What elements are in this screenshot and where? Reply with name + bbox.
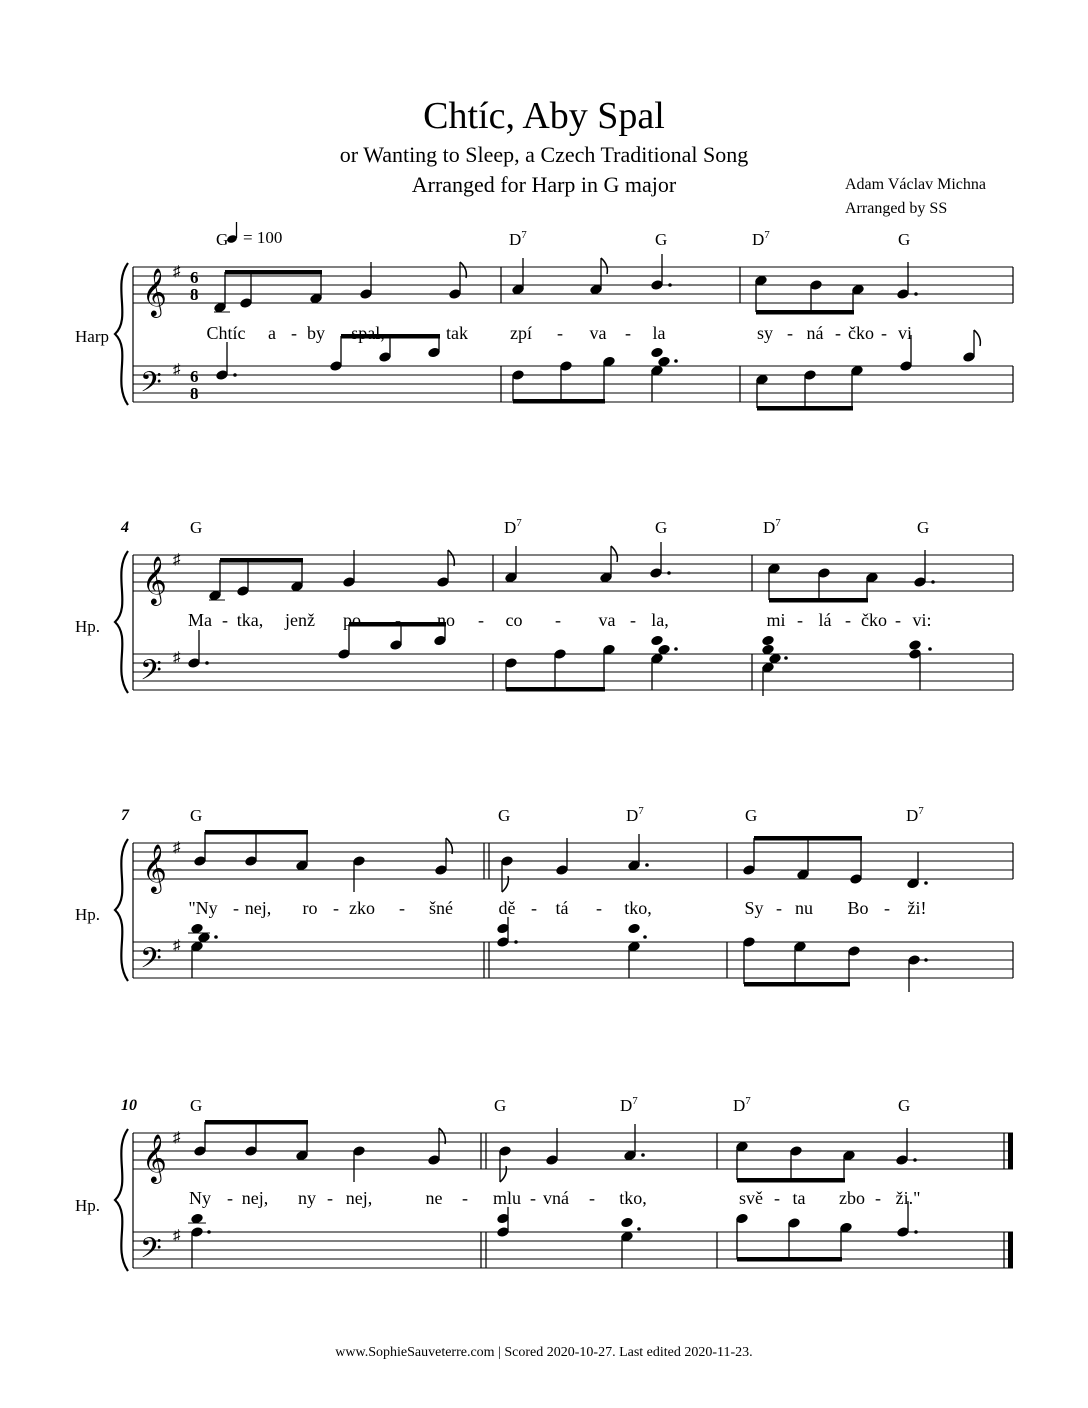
lyric-hyphen: -: [797, 610, 803, 630]
lyric-syllable: co: [505, 610, 523, 630]
lyric-syllable: ny: [298, 1188, 316, 1208]
lyric-syllable: čko: [861, 610, 887, 630]
lyric-syllable: tko,: [624, 898, 652, 918]
instrument-label: Harp: [75, 327, 109, 346]
lyric-syllable: no: [437, 610, 455, 630]
chord-symbol: G: [655, 230, 668, 249]
lyric-syllable: nej,: [244, 898, 272, 918]
lyric-hyphen: -: [327, 1188, 333, 1208]
lyric-syllable: Bo: [847, 898, 869, 918]
tempo-marking: [226, 222, 282, 247]
lyrics: [207, 323, 913, 343]
chord-symbol: G: [745, 806, 758, 825]
lyric-syllable: tá: [555, 898, 569, 918]
time-signature-bottom: 8: [190, 384, 199, 403]
chord-symbol: $D^7$: [504, 517, 522, 537]
chord-symbol: $D^7$: [752, 229, 770, 249]
treble-clef-icon: 𝄞: [142, 558, 167, 604]
lyric-syllable: ži.": [895, 1188, 921, 1208]
lyric-hyphen: -: [845, 610, 851, 630]
lyric-hyphen: -: [589, 1188, 595, 1208]
instrument-label: Hp.: [75, 905, 101, 924]
tempo-text: = 100: [243, 228, 283, 247]
key-signature-sharp-icon: ♯: [173, 1130, 181, 1146]
chord-symbol: $D^7$: [906, 805, 924, 825]
bass-notes: [188, 917, 928, 992]
time-signature-top: 6: [190, 268, 199, 287]
song-title: Chtíc, Aby Spal: [423, 95, 665, 137]
lyric-hyphen: -: [531, 898, 537, 918]
treble-clef-icon: 𝄞: [142, 270, 167, 316]
lyric-hyphen: -: [333, 898, 339, 918]
chord-symbols: [216, 229, 910, 249]
chord-symbol: G: [190, 518, 203, 537]
lyric-hyphen: -: [222, 610, 228, 630]
chord-symbols: [190, 517, 929, 537]
brace: [115, 551, 128, 693]
lyric-hyphen: -: [835, 323, 841, 343]
lyric-syllable: po: [343, 610, 361, 630]
lyric-hyphen: -: [291, 323, 297, 343]
footer-credit: www.SophieSauveterre.com | Scored 2020-10-27. Last edited 2020-11-23.: [335, 1345, 753, 1360]
lyric-hyphen: -: [884, 898, 890, 918]
chord-symbols: [190, 1095, 910, 1115]
lyric-syllable: vi:: [912, 610, 932, 630]
bass-clef-icon: 𝄢: [140, 656, 162, 693]
bass-staff: [133, 654, 1013, 690]
key-signature-sharp-icon: ♯: [173, 552, 181, 568]
lyric-syllable: ži!: [907, 898, 927, 918]
lyric-syllable: tka,: [236, 610, 264, 630]
lyric-syllable: mlu: [492, 1188, 522, 1208]
lyric-syllable: ne: [425, 1188, 443, 1208]
lyric-hyphen: -: [881, 323, 887, 343]
chord-symbol: $D^7$: [763, 517, 781, 537]
song-subtitle: or Wanting to Sleep, a Czech Traditional Song: [339, 142, 749, 167]
treble-staff: [133, 1133, 1013, 1169]
lyric-syllable: vná: [543, 1188, 569, 1208]
chord-symbol: G: [898, 1096, 911, 1115]
lyric-syllable: svě: [739, 1188, 763, 1208]
chord-symbol: G: [190, 806, 203, 825]
lyric-syllable: vi: [897, 323, 913, 343]
chord-symbol: $D^7$: [626, 805, 644, 825]
bass-notes: [188, 622, 932, 696]
lyric-hyphen: -: [895, 610, 901, 630]
lyric-syllable: nej,: [345, 1188, 373, 1208]
lyrics: [189, 1188, 920, 1208]
lyric-syllable: la: [652, 323, 666, 343]
lyric-syllable: Chtíc: [206, 323, 246, 343]
bass-staff: [133, 366, 1013, 402]
bass-clef-icon: 𝄢: [140, 1234, 162, 1271]
brace: [115, 263, 128, 405]
key-signature-sharp-icon: ♯: [173, 362, 181, 378]
lyric-syllable: zbo: [839, 1188, 865, 1208]
treble-clef-icon: 𝄞: [142, 846, 167, 892]
time-signature-bottom: 8: [190, 285, 199, 304]
lyric-hyphen: -: [395, 610, 401, 630]
instrument-label: Hp.: [75, 617, 101, 636]
lyric-syllable: nej,: [241, 1188, 269, 1208]
lyric-syllable: jenž: [285, 610, 315, 630]
chord-symbol: G: [494, 1096, 507, 1115]
lyric-syllable: dě: [498, 898, 516, 918]
lyric-syllable: spal,: [351, 323, 385, 343]
chord-symbols: [190, 805, 924, 825]
lyric-syllable: ná: [806, 323, 824, 343]
lyrics: [188, 610, 932, 630]
bass-notes: [188, 1201, 918, 1268]
key-signature-sharp-icon: ♯: [173, 650, 181, 666]
lyric-hyphen: -: [625, 323, 631, 343]
brace: [115, 1129, 128, 1271]
treble-notes: [214, 254, 918, 315]
chord-symbol: G: [655, 518, 668, 537]
system-2: [75, 517, 1013, 696]
chord-symbol: G: [917, 518, 930, 537]
key-signature-sharp-icon: ♯: [173, 938, 181, 954]
lyric-syllable: Ma: [188, 610, 212, 630]
lyric-hyphen: -: [555, 610, 561, 630]
lyric-syllable: by: [307, 323, 325, 343]
lyric-syllable: lá: [818, 610, 832, 630]
lyric-hyphen: -: [399, 898, 405, 918]
chord-symbol: $D^7$: [733, 1095, 751, 1115]
lyric-syllable: tko,: [619, 1188, 647, 1208]
lyric-hyphen: -: [557, 323, 563, 343]
chord-symbol: G: [216, 230, 229, 249]
bass-staff: [133, 942, 1013, 978]
lyric-syllable: čko: [848, 323, 874, 343]
lyric-syllable: va: [598, 610, 616, 630]
composer-name: Adam Václav Michna: [845, 176, 986, 193]
lyric-hyphen: -: [776, 898, 782, 918]
lyric-syllable: Ny: [189, 1188, 211, 1208]
lyric-syllable: tak: [446, 323, 468, 343]
treble-staff: [133, 843, 1013, 879]
treble-clef-icon: 𝄞: [142, 1136, 167, 1182]
lyric-hyphen: -: [233, 898, 239, 918]
bass-clef-icon: 𝄢: [140, 368, 162, 405]
key-signature-sharp-icon: ♯: [173, 1228, 181, 1244]
treble-notes: [209, 542, 935, 603]
arranger-name: Arranged by SS: [845, 200, 948, 217]
chord-symbol: G: [190, 1096, 203, 1115]
system-4: [75, 1095, 1013, 1271]
lyric-hyphen: -: [530, 1188, 536, 1208]
system-1: [75, 229, 1013, 411]
lyric-hyphen: -: [462, 1188, 468, 1208]
final-barline: [1008, 1133, 1013, 1268]
bass-staff: [133, 1232, 1013, 1268]
chord-symbol: G: [498, 806, 511, 825]
lyric-syllable: a: [268, 323, 276, 343]
system-3: [75, 805, 1013, 992]
lyric-syllable: nu: [795, 898, 813, 918]
lyric-hyphen: -: [227, 1188, 233, 1208]
lyric-syllable: la,: [651, 610, 669, 630]
lyric-syllable: Sy: [744, 898, 764, 918]
brace: [115, 839, 128, 981]
lyric-hyphen: -: [875, 1188, 881, 1208]
lyric-syllable: mi: [766, 610, 786, 630]
key-signature-sharp-icon: ♯: [173, 264, 181, 280]
arrangement-note: Arranged for Harp in G major: [411, 172, 677, 197]
chord-symbol: $D^7$: [620, 1095, 638, 1115]
chord-symbol: $D^7$: [509, 229, 527, 249]
lyrics: [188, 898, 926, 918]
instrument-label: Hp.: [75, 1196, 101, 1215]
lyric-syllable: ta: [792, 1188, 806, 1208]
lyric-syllable: ro: [302, 898, 318, 918]
lyric-hyphen: -: [630, 610, 636, 630]
lyric-syllable: "Ny: [188, 898, 218, 918]
key-signature-sharp-icon: ♯: [173, 840, 181, 856]
lyric-syllable: sy: [756, 323, 774, 343]
lyric-syllable: zpí: [510, 323, 532, 343]
lyric-hyphen: -: [478, 610, 484, 630]
lyric-syllable: zko: [349, 898, 375, 918]
lyric-syllable: va: [589, 323, 607, 343]
lyric-hyphen: -: [787, 323, 793, 343]
time-signature-top: 6: [190, 367, 199, 386]
chord-symbol: G: [898, 230, 911, 249]
bass-clef-icon: 𝄢: [140, 944, 162, 981]
lyric-syllable: šné: [429, 898, 453, 918]
lyric-hyphen: -: [774, 1188, 780, 1208]
measure-number: 4: [121, 519, 129, 536]
lyric-hyphen: -: [596, 898, 602, 918]
measure-number: 10: [121, 1097, 137, 1114]
measure-number: 7: [121, 807, 129, 824]
